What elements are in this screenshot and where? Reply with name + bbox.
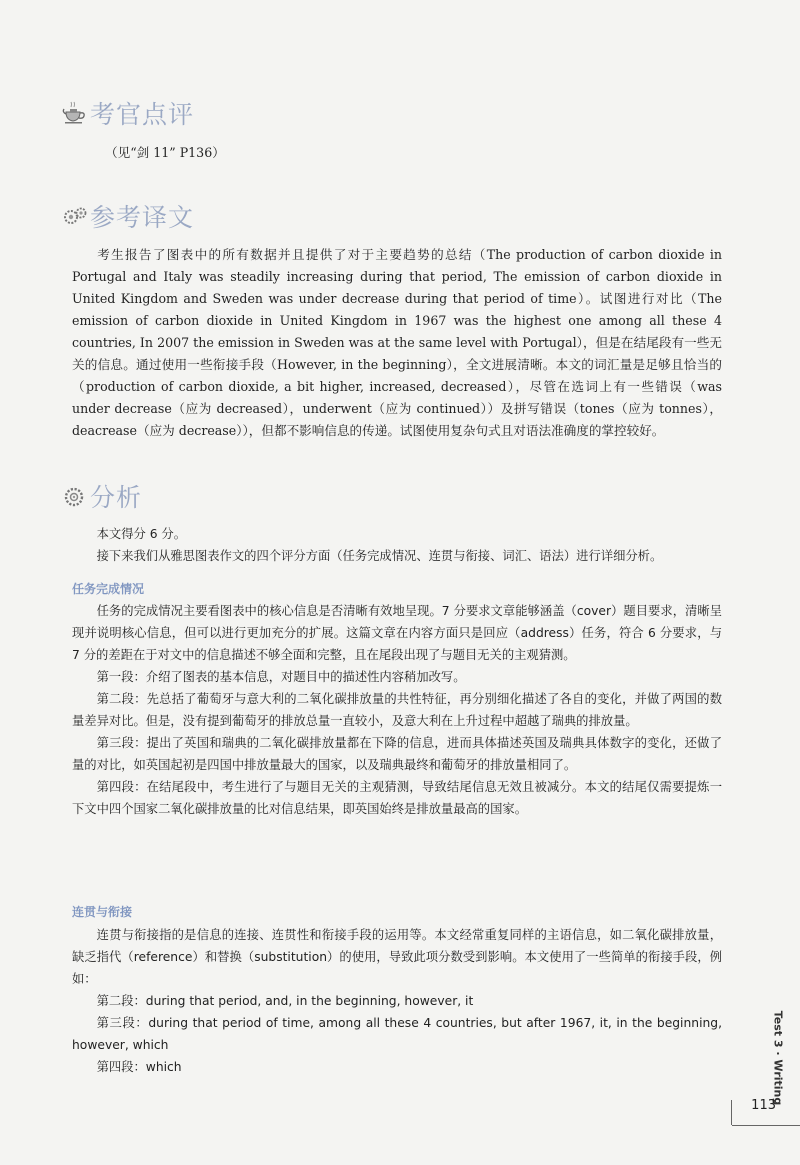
coherence-paragraph: 第三段：during that period of time, among all these 4 countries, but after 1967, it, in the beginning, however, which (72, 1016, 722, 1052)
task-paragraph: 第二段：先总括了葡萄牙与意大利的二氧化碳排放量的共性特征，再分别细化描述了各自的变化，并做了两国的数量差异对比。但是，没有提到葡萄牙的排放总量一直较小，及意大利在上升过程中超越了瑞典的排放量。 (72, 692, 722, 728)
analysis-intro-paragraph: 本文得分 6 分。 (96, 527, 187, 541)
coherence-paragraph: 第二段：during that period, and, in the beginning, however, it (96, 994, 474, 1008)
task-paragraph: 第一段：介绍了图表的基本信息，对题目中的描述性内容稍加改写。 (96, 670, 466, 684)
section-title-text: 参考译文 (90, 203, 195, 232)
page-number: 113 (751, 1098, 776, 1113)
coherence-body (72, 924, 722, 1078)
analysis-intro-paragraph: 接下来我们从雅思图表作文的四个评分方面（任务完成情况、连贯与衔接、词汇、语法）进行详细分析。 (96, 549, 663, 563)
section-title-text: 分析 (90, 483, 143, 512)
task-body (72, 600, 722, 820)
examiner-note (105, 142, 755, 164)
coherence-paragraph: 第四段：which (96, 1060, 182, 1074)
gear-icon (62, 483, 88, 509)
section-title-examiner (62, 95, 194, 131)
page-rule (732, 1125, 800, 1126)
gear-icon (62, 203, 88, 229)
subheading-coherence: 连贯与衔接 (72, 905, 133, 919)
side-tab-label: Test 3 · Writing (771, 1010, 785, 1106)
task-paragraph: 任务的完成情况主要看图表中的核心信息是否清晰有效地呈现。7 分要求文章能够涵盖（cover）题目要求，清晰呈现并说明核心信息，但可以进行更加充分的扩展。这篇文章在内容方面只是回应（address）任务，符合 6 分要求，与 7 分的差距在于对文中的信息描述不够全面和完整，且在尾段出现了与题目无关的主观猜测。 (72, 604, 722, 662)
page-divider (731, 1100, 732, 1125)
subheading-task: 任务完成情况 (72, 582, 145, 596)
section-title-translation (62, 198, 194, 234)
side-tab (770, 1008, 786, 1108)
coherence-paragraph: 连贯与衔接指的是信息的连接、连贯性和衔接手段的运用等。本文经常重复同样的主语信息，如二氧化碳排放量，缺乏指代（reference）和替换（substitution）的使用，导致此项分数受到影响。本文使用了一些简单的衔接手段，例如： (72, 928, 722, 986)
examiner-note-text: （见“剑 11” P136） (105, 145, 225, 160)
teapot-icon (62, 100, 88, 126)
task-paragraph: 第三段：提出了英国和瑞典的二氧化碳排放量都在下降的信息，进而具体描述英国及瑞典具体数字的变化，还做了量的对比，如英国起初是四国中排放量最大的国家，以及瑞典最终和葡萄牙的排放量相同了。 (72, 736, 722, 772)
task-paragraph: 第四段：在结尾段中，考生进行了与题目无关的主观猜测，导致结尾信息无效且被减分。本文的结尾仅需要提炼一下文中四个国家二氧化碳排放量的比对信息结果，即英国始终是排放量最高的国家。 (72, 780, 722, 816)
section-title-text: 考官点评 (90, 100, 195, 129)
section-title-analysis (62, 478, 142, 514)
translation-paragraph: 考生报告了图表中的所有数据并且提供了对于主要趋势的总结（The production of carbon dioxide in Portugal and Italy was steadily increasing during that period, The emission of carbon dioxide in United Kingdom and Sweden was under decrease during that period of time）。试图进行对比（The emission of carbon dioxide in United Kingdom in 1967 was the highest one among all these 4 countries, In 2007 the emission in Sweden was at the same level with Portugal），但是在结尾段有一些无关的信息。通过使用一些衔接手段（However, in the beginning），全文进展清晰。本文的词汇量是足够且恰当的（production of carbon dioxide, a bit higher, increased, decreased），尽管在选词上有一些错误（was under decrease（应为 decreased），underwent（应为 continued））及拼写错误（tones（应为 tonnes），deacrease（应为 decrease）），但都不影响信息的传递。试图使用复杂句式且对语法准确度的掌控较好。 (72, 247, 722, 438)
translation-body (72, 244, 722, 442)
analysis-intro (72, 523, 722, 567)
